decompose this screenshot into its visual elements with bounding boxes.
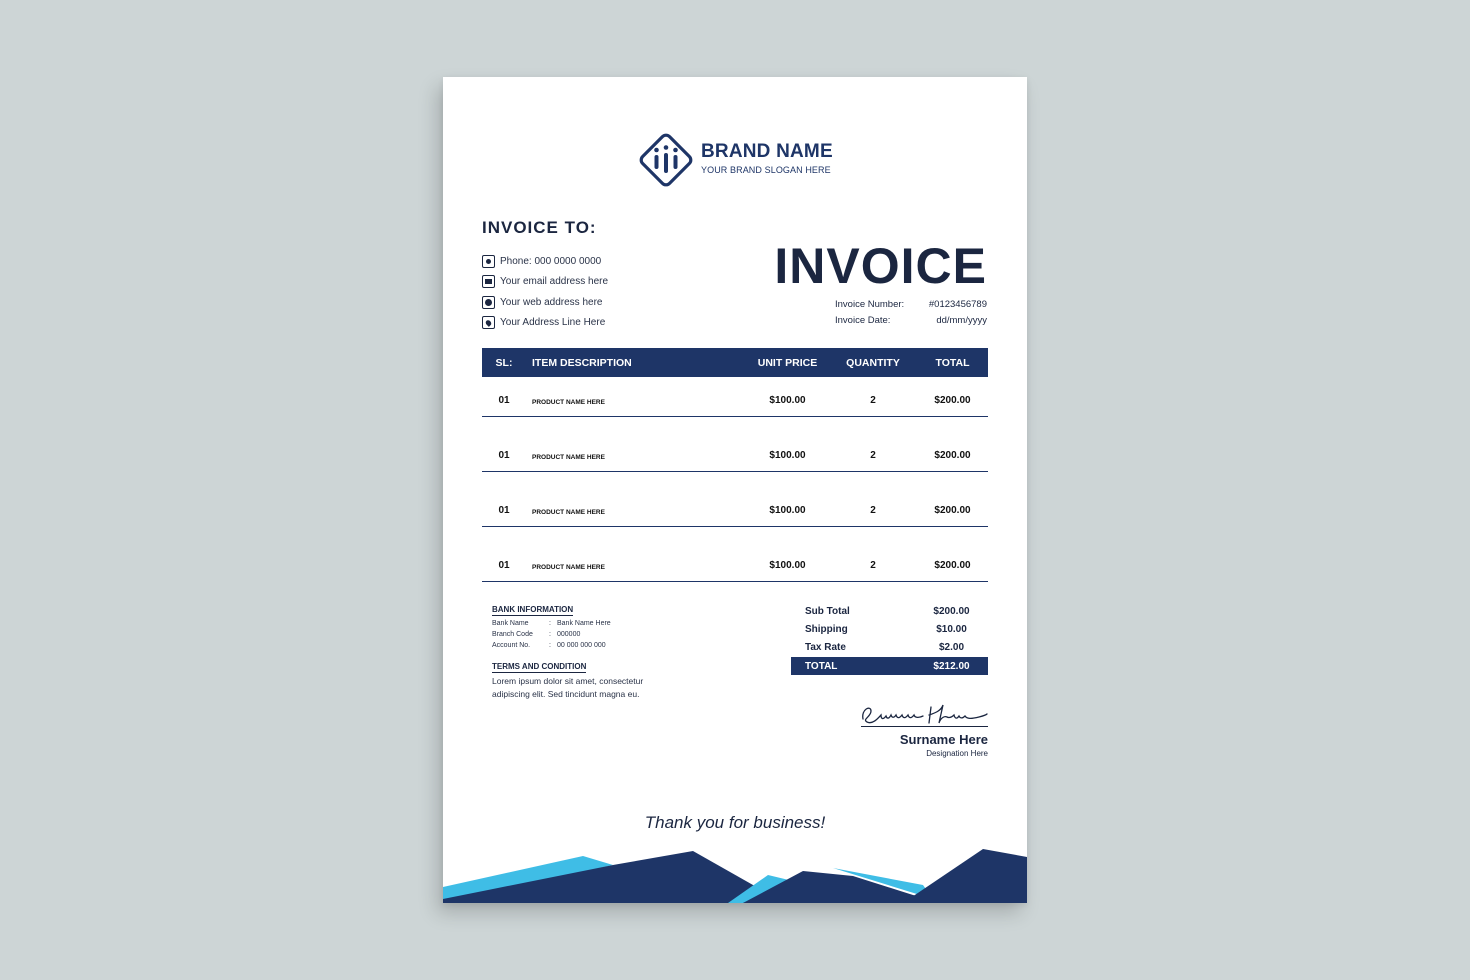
bank-row	[492, 618, 611, 629]
invoice-date-label: Invoice Date:	[835, 314, 891, 326]
invoice-page	[443, 77, 1027, 903]
row-sl: 01	[498, 450, 510, 461]
row-total: $200.00	[934, 395, 971, 406]
subtotal-row	[791, 602, 988, 620]
web-icon	[482, 296, 495, 309]
brand-logo-icon	[635, 129, 697, 191]
bank-value: Bank Name Here	[557, 620, 611, 627]
bank-row	[492, 640, 611, 651]
contact-address-text: Your Address Line Here	[500, 317, 606, 329]
bank-label: Account No.	[492, 642, 531, 649]
signature-image	[859, 697, 989, 727]
row-quantity: 2	[870, 505, 876, 516]
row-unit-price: $100.00	[769, 395, 806, 406]
row-description: PRODUCT NAME HERE	[532, 509, 605, 516]
header-total: TOTAL	[935, 356, 970, 369]
terms-text: Lorem ipsum dolor sit amet, consectetur adipiscing elit. Sed tincidunt magna eu.	[492, 676, 644, 699]
terms-title: TERMS AND CONDITION	[492, 662, 587, 671]
grand-total-label: TOTAL	[805, 660, 838, 672]
bank-separator: :	[549, 631, 551, 638]
header-quantity: QUANTITY	[846, 356, 900, 369]
tax-label: Tax Rate	[805, 641, 846, 653]
row-unit-price: $100.00	[769, 505, 806, 516]
contact-address	[482, 313, 608, 334]
tax-row	[791, 638, 988, 656]
signature-name: Surname Here	[899, 732, 988, 747]
row-total: $200.00	[934, 560, 971, 571]
invoice-meta	[835, 296, 987, 328]
bank-info-title: BANK INFORMATION	[492, 605, 574, 614]
row-description: PRODUCT NAME HERE	[532, 564, 605, 571]
brand-slogan: YOUR BRAND SLOGAN HERE	[701, 165, 831, 175]
shipping-value: $10.00	[936, 623, 967, 635]
row-sl: 01	[498, 505, 510, 516]
invoice-number-value: #0123456789	[928, 298, 987, 310]
contact-email	[482, 272, 608, 293]
items-table	[482, 348, 988, 582]
totals-summary	[791, 602, 988, 675]
table-row	[482, 472, 988, 527]
row-description: PRODUCT NAME HERE	[532, 454, 605, 461]
bank-label: Branch Code	[492, 631, 533, 638]
row-quantity: 2	[870, 560, 876, 571]
contact-list	[482, 251, 608, 333]
row-description: PRODUCT NAME HERE	[532, 399, 605, 406]
contact-phone	[482, 251, 608, 272]
table-row	[482, 377, 988, 417]
row-unit-price: $100.00	[769, 450, 806, 461]
signature-line	[861, 726, 988, 727]
subtotal-value: $200.00	[933, 605, 970, 617]
contact-web-text: Your web address here	[500, 296, 603, 308]
row-total: $200.00	[934, 505, 971, 516]
bank-separator: :	[549, 642, 551, 649]
grand-total-row	[791, 657, 988, 675]
header-description: ITEM DESCRIPTION	[532, 356, 632, 369]
row-quantity: 2	[870, 395, 876, 406]
bank-value: 00 000 000 000	[557, 642, 606, 649]
footer-wave-decoration	[443, 841, 1027, 903]
invoice-number-label: Invoice Number:	[835, 298, 905, 310]
grand-total-value: $212.00	[933, 660, 970, 672]
invoice-date-value: dd/mm/yyyy	[936, 314, 987, 326]
shipping-label: Shipping	[805, 623, 848, 635]
row-quantity: 2	[870, 450, 876, 461]
thank-you-message: Thank you for business!	[644, 813, 826, 832]
table-body	[482, 377, 988, 582]
contact-web	[482, 292, 608, 313]
invoice-number-row	[835, 296, 987, 312]
location-icon	[482, 316, 495, 329]
bank-row	[492, 629, 611, 640]
bank-separator: :	[549, 620, 551, 627]
brand-name: BRAND NAME	[701, 141, 833, 162]
row-sl: 01	[498, 395, 510, 406]
bank-info-list	[492, 618, 611, 651]
row-unit-price: $100.00	[769, 560, 806, 571]
shipping-row	[791, 620, 988, 638]
row-total: $200.00	[934, 450, 971, 461]
invoice-to-heading: INVOICE TO:	[482, 218, 597, 237]
table-header	[482, 348, 988, 377]
tax-value: $2.00	[938, 641, 965, 653]
bank-label: Bank Name	[492, 620, 529, 627]
invoice-date-row	[835, 312, 987, 328]
row-sl: 01	[498, 560, 510, 571]
subtotal-label: Sub Total	[805, 605, 850, 617]
contact-phone-text: Phone: 000 0000 0000	[500, 255, 602, 267]
header-unit-price: UNIT PRICE	[757, 356, 818, 369]
invoice-title: INVOICE	[774, 238, 987, 294]
header-sl: SL:	[495, 356, 513, 369]
phone-icon	[482, 255, 495, 268]
bank-value: 000000	[557, 631, 581, 638]
signature-designation: Designation Here	[926, 749, 988, 758]
email-icon	[482, 275, 495, 288]
table-row	[482, 527, 988, 582]
table-row	[482, 417, 988, 472]
contact-email-text: Your email address here	[500, 276, 609, 288]
